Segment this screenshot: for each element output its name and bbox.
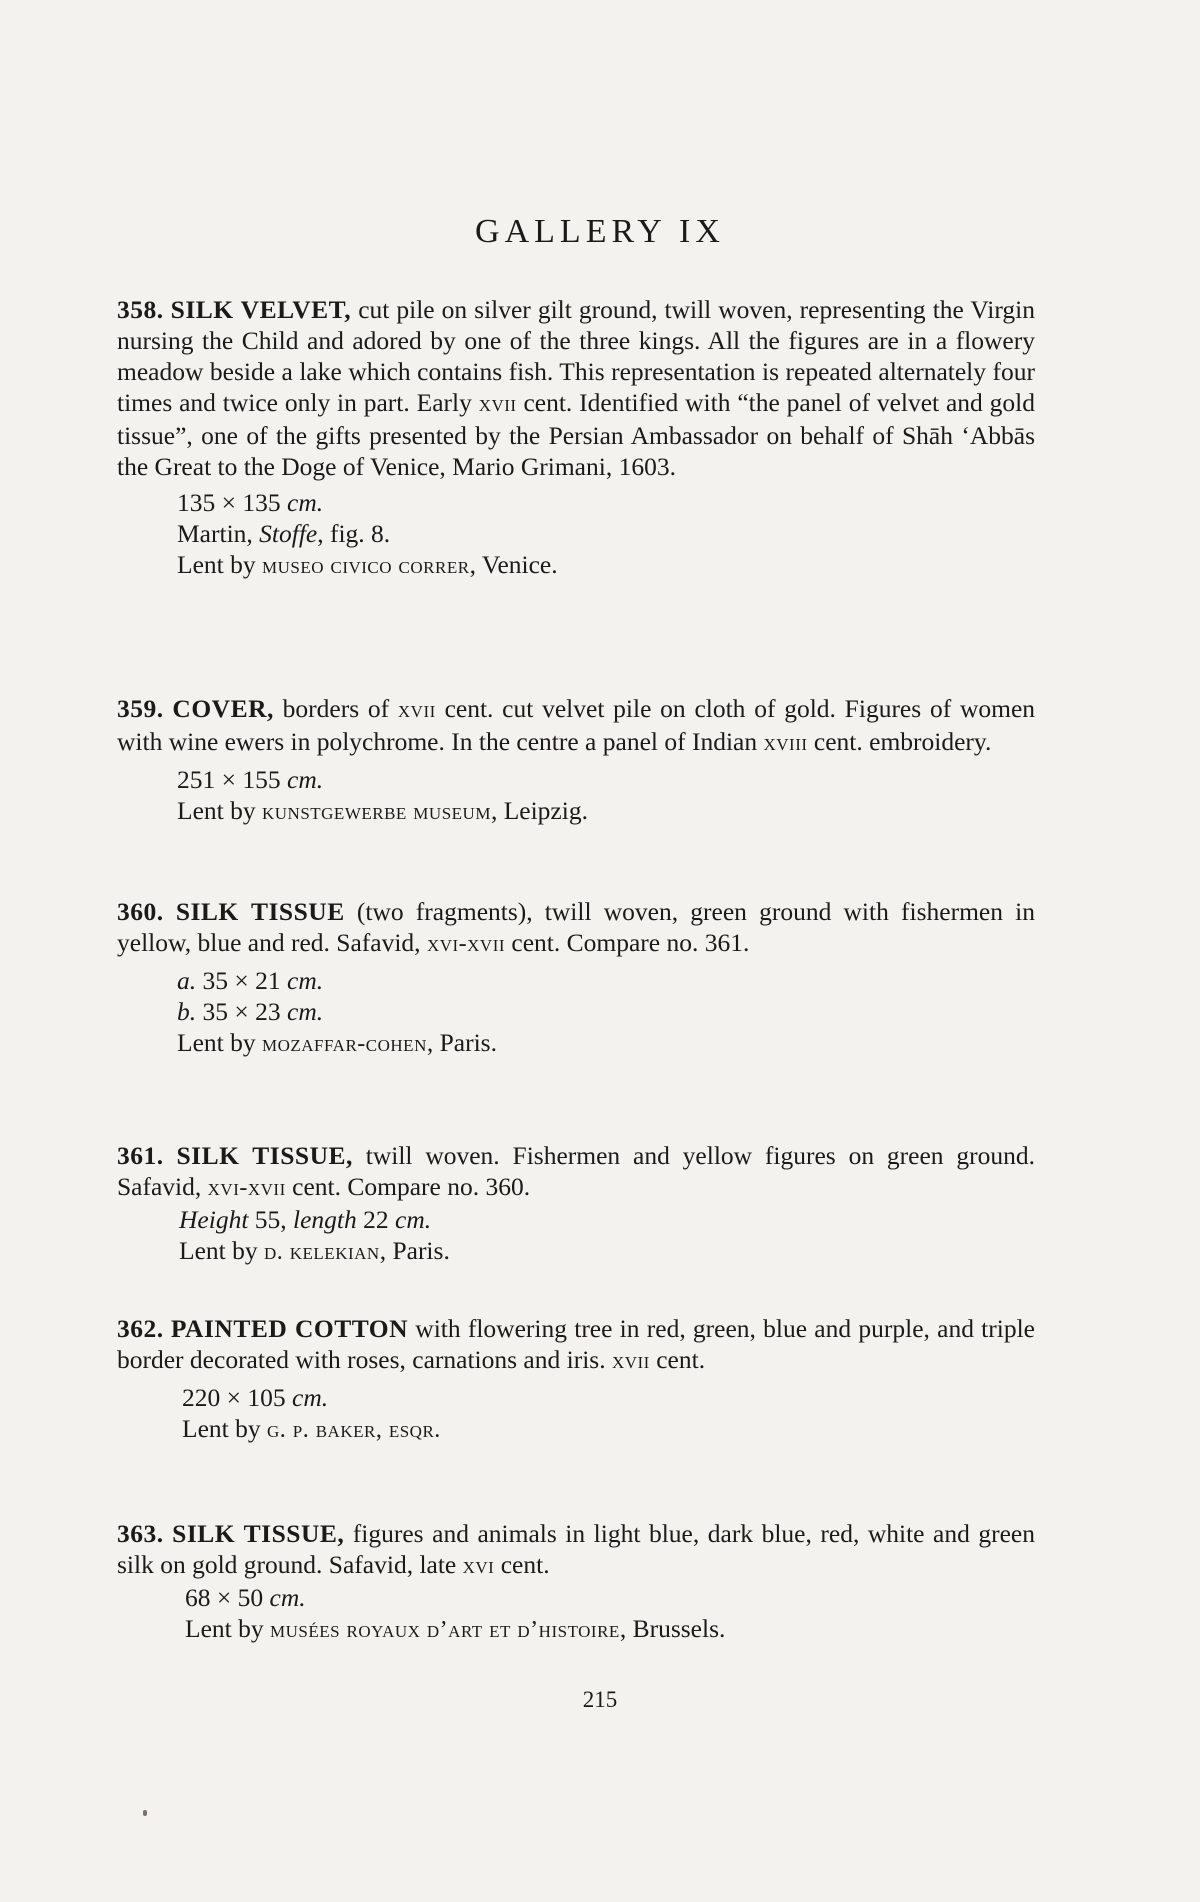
entry-number: 360. [117, 897, 164, 926]
catalogue-entry-360 [117, 896, 1035, 1060]
page-number: 215 [582, 1687, 618, 1712]
entry-name: PAINTED COTTON [170, 1314, 409, 1343]
entry-size-a: a. 35 × 21 cm. [177, 966, 324, 995]
entry-description: 363. SILK TISSUE, figures and animals in light blue, dark blue, red, white and green silk on gold ground. Safavid, late xvi cent. [117, 1519, 1035, 1579]
entry-name: SILK TISSUE, [176, 1141, 353, 1170]
catalogue-entry-359 [117, 693, 1035, 828]
entry-reference: Martin, Stoffe, fig. 8. [177, 519, 391, 548]
page-title: GALLERY IX [475, 213, 725, 250]
entry-lender: Lent by d. kelekian, Paris. [179, 1236, 450, 1265]
catalogue-entry-362 [117, 1313, 1035, 1446]
catalogue-entry-358 [117, 294, 1035, 582]
entry-number: 362. [117, 1314, 164, 1343]
entry-text: cut pile on silver gilt ground, twill woven, representing the Virgin nursing the Child and adored by one of the three kings. All the figures are in a flowery meadow beside a lake which contains fish. This representation is repeated alternately four times and twice only in part. Early [117, 295, 1035, 417]
entry-size: Height 55, length 22 cm. [179, 1205, 432, 1234]
entry-number: 358. [117, 295, 164, 324]
entry-name: SILK TISSUE, [172, 1519, 345, 1548]
entry-description: 362. PAINTED COTTON with flowering tree in red, green, blue and purple, and triple border decorated with roses, carnations and iris. xvii cent. [117, 1314, 1035, 1374]
paper-speck [143, 1810, 147, 1816]
entry-description [117, 294, 1035, 482]
entry-description: 361. SILK TISSUE, twill woven. Fishermen and yellow figures on green ground. Safavid, xvi-xvii cent. Compare no. 360. [117, 1141, 1035, 1201]
entry-number: 363. [117, 1519, 164, 1548]
entry-name: SILK VELVET, [170, 295, 352, 324]
entry-lender: Lent by kunstgewerbe museum, Leipzig. [177, 796, 588, 825]
entry-name: SILK TISSUE [175, 897, 345, 926]
century-label: xvii [478, 391, 517, 417]
entry-size: 251 × 155 cm. [177, 765, 324, 794]
entry-size: 135 × 135 cm. [177, 488, 324, 517]
catalogue-entry-361 [117, 1140, 1035, 1268]
entry-lender: Lent by g. p. baker, esqr. [182, 1414, 441, 1443]
entry-name: COVER, [172, 694, 274, 723]
entry-description: 360. SILK TISSUE (two fragments), twill woven, green ground with fishermen in yellow, blue and red. Safavid, xvi-xvii cent. Compare no. 361. [117, 897, 1035, 957]
entry-lender: Lent by mozaffar-cohen, Paris. [177, 1028, 497, 1057]
entry-text-continued: cent. Identified with “the panel of velvet and gold tissue”, one of the gifts presented by the Persian Ambassador on behalf of Shāh ‘Abbās the Great to the Doge of Venice, Mario Grimani, 1603. [117, 388, 1035, 481]
entry-description: 359. COVER, borders of xvii cent. cut velvet pile on cloth of gold. Figures of women with wine ewers in polychrome. In the centre a panel of Indian xviii cent. embroidery. [117, 694, 1036, 756]
entry-lender: Lent by museo civico correr, Venice. [177, 550, 558, 579]
entry-size-b: b. 35 × 23 cm. [177, 997, 324, 1026]
entry-size: 220 × 105 cm. [182, 1383, 329, 1412]
entry-size: 68 × 50 cm. [185, 1583, 306, 1612]
entry-number: 361. [117, 1141, 164, 1170]
entry-number: 359. [117, 694, 164, 723]
catalogue-entry-363 [117, 1518, 1035, 1646]
entry-lender: Lent by musées royaux d’art et d’histoire, Brussels. [185, 1614, 726, 1643]
